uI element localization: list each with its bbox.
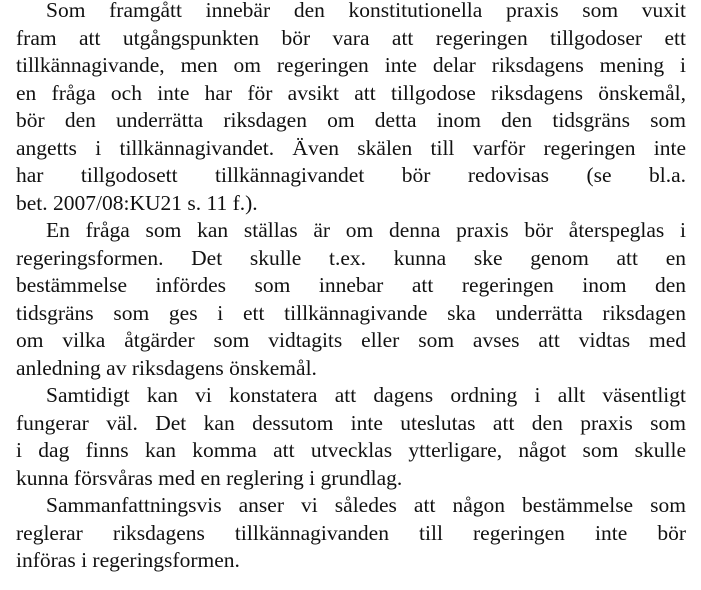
text-line: En fråga som kan ställas är om denna praxis bör återspeglas i	[46, 218, 686, 242]
text-line: tidsgräns som ges i ett tillkännagivande ska underrätta riksdagen	[16, 300, 686, 325]
text-line: Sammanfattningsvis anser vi således att någon bestämmelse som	[46, 493, 686, 517]
text-line: införas i regeringsformen.	[16, 548, 240, 572]
text-line: kunna försvåras med en reglering i grundlag.	[16, 465, 403, 490]
text-line: fungerar väl. Det kan dessutom inte uteslutas att den praxis som	[16, 410, 686, 435]
text-line: en fråga och inte har för avsikt att tillgodose riksdagens önskemål,	[16, 80, 686, 105]
text-line: bet. 2007/08:KU21 s. 11 f.).	[16, 190, 258, 215]
text-line: i dag finns kan komma att utvecklas ytterligare, något som skulle	[16, 438, 686, 462]
text-line: tillkännagivande, men om regeringen inte delar riksdagens mening i	[16, 53, 686, 77]
text-line: Som framgått innebär den konstitutionella praxis som vuxit	[46, 0, 686, 22]
text-line: fram att utgångspunkten bör vara att regeringen tillgodoser ett	[16, 25, 686, 50]
text-line: reglerar riksdagens tillkännagivanden till regeringen inte bör	[16, 520, 686, 545]
text-line: bestämmelse infördes som innebar att regeringen inom den	[16, 273, 686, 297]
text-line: bör den underrätta riksdagen om detta inom den tidsgräns som	[16, 108, 686, 132]
text-line: har tillgodosett tillkännagivandet bör redovisas (se bl.a.	[16, 163, 686, 187]
text-line: regeringsformen. Det skulle t.ex. kunna ske genom att en	[16, 245, 686, 270]
text-line: anledning av riksdagens önskemål.	[16, 355, 317, 380]
document-page	[16, 0, 686, 575]
text-line: angetts i tillkännagivandet. Även skälen till varför regeringen inte	[16, 135, 686, 160]
text-line: Samtidigt kan vi konstatera att dagens ordning i allt väsentligt	[46, 383, 686, 407]
text-line: om vilka åtgärder som vidtagits eller som avses att vidtas med	[16, 328, 686, 352]
